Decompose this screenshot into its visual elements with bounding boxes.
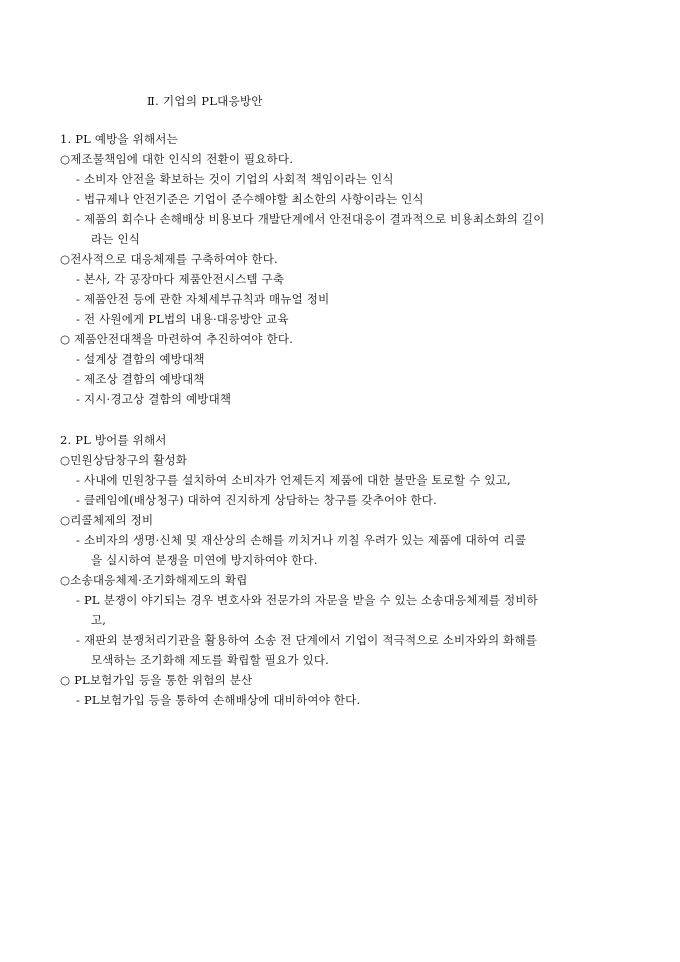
dash-item: - 지시·경고상 결함의 예방대책 — [76, 392, 232, 406]
bullet-item: ○제조물책임에 대한 인식의 전환이 필요하다. — [60, 152, 294, 166]
bullet-item: ○리콜체제의 정비 — [60, 513, 154, 527]
bullet-item: ○민원상담창구의 활성화 — [60, 453, 188, 467]
dash-item: - 제품안전 등에 관한 자체세부규칙과 매뉴얼 정비 — [76, 292, 330, 306]
bullet-item: ○소송대응체제·조기화해제도의 확립 — [60, 573, 248, 587]
bullet-item: ○ PL보험가입 등을 통한 위험의 분산 — [60, 673, 253, 687]
dash-item-continuation: 모색하는 조기화해 제도를 확립할 필요가 있다. — [91, 653, 330, 667]
dash-item-continuation: 라는 인식 — [91, 232, 141, 246]
section-heading: 1. PL 예방을 위해서는 — [60, 132, 178, 146]
dash-item: - 재판외 분쟁처리기관을 활용하여 소송 전 단계에서 기업이 적극적으로 소비자와의 화해를 — [76, 633, 538, 647]
dash-item: - 제품의 회수나 손해배상 비용보다 개발단계에서 안전대응이 결과적으로 비용최소화의 길이 — [76, 212, 545, 226]
dash-item: - 설계상 결함의 예방대책 — [76, 352, 205, 366]
dash-item: - 법규제나 안전기준은 기업이 준수해야할 최소한의 사항이라는 인식 — [76, 192, 424, 206]
dash-item: - 전 사원에게 PL법의 내용·대응방안 교육 — [76, 312, 289, 326]
dash-item: - 사내에 민원창구를 설치하여 소비자가 언제든지 제품에 대한 불만을 토로할 수 있고, — [76, 473, 511, 487]
dash-item: - 소비자의 생명·신체 및 재산상의 손해를 끼치거나 끼칠 우려가 있는 제품에 대하여 리콜 — [76, 533, 527, 547]
dash-item: - PL보험가입 등을 통하여 손해배상에 대비하여야 한다. — [76, 693, 361, 707]
section-heading: 2. PL 방어를 위해서 — [60, 433, 167, 447]
dash-item-continuation: 을 실시하여 분쟁을 미연에 방지하여야 한다. — [91, 553, 318, 567]
document-title: Ⅱ. 기업의 PL대응방안 — [147, 94, 263, 108]
dash-item: - 클레임에(배상청구) 대하여 진지하게 상담하는 창구를 갖추어야 한다. — [76, 493, 437, 507]
bullet-item: ○ 제품안전대책을 마련하여 추진하여야 한다. — [60, 332, 294, 346]
bullet-item: ○전사적으로 대응체제를 구축하여야 한다. — [60, 252, 278, 266]
dash-item: - 제조상 결함의 예방대책 — [76, 372, 205, 386]
dash-item: - 본사, 각 공장마다 제품안전시스템 구축 — [76, 272, 285, 286]
dash-item: - PL 분쟁이 야기되는 경우 변호사와 전문가의 자문을 받을 수 있는 소송대응체제를 정비하 — [76, 593, 538, 607]
dash-item: - 소비자 안전을 확보하는 것이 기업의 사회적 책임이라는 인식 — [76, 172, 394, 186]
dash-item-continuation: 고, — [91, 613, 107, 627]
